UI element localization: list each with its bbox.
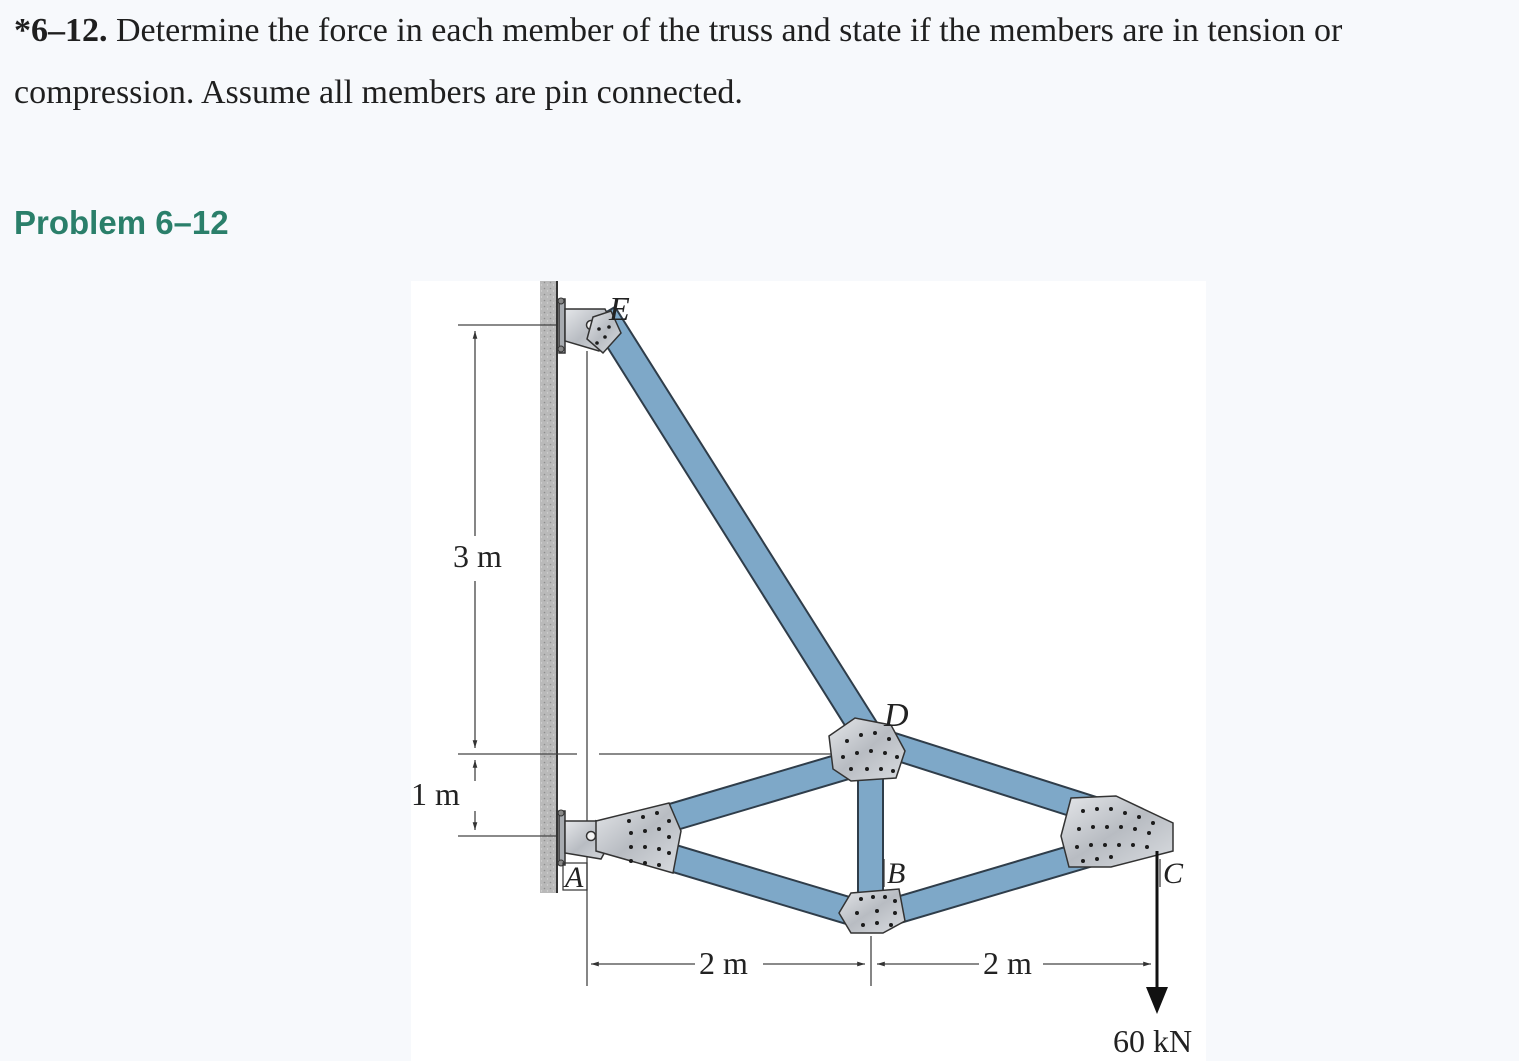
dim-label-2m-right: 2 m bbox=[983, 945, 1032, 981]
joint-label-b: B bbox=[887, 857, 906, 890]
member-ED bbox=[591, 307, 881, 743]
problem-heading: Problem 6–12 bbox=[14, 204, 229, 241]
truss-figure bbox=[411, 281, 1206, 1061]
problem-statement bbox=[14, 0, 1514, 124]
problem-number: *6–12. bbox=[14, 12, 108, 49]
joint-label-e: E bbox=[609, 291, 630, 328]
wall-support bbox=[540, 281, 557, 893]
joint-label-c: C bbox=[1163, 857, 1184, 890]
problem-text: Determine the force in each member of the truss and state if the members are in tension or compression. Assume all members are pin connected. bbox=[14, 12, 1343, 111]
joint-label-d: D bbox=[884, 697, 909, 734]
load-label: 60 kN bbox=[1113, 1023, 1193, 1059]
truss-diagram bbox=[411, 281, 1206, 1061]
dim-label-2m-left: 2 m bbox=[699, 945, 748, 981]
dim-label-3m: 3 m bbox=[453, 538, 502, 574]
dim-label-1m: 1 m bbox=[411, 776, 460, 812]
joint-label-a: A bbox=[565, 861, 584, 894]
